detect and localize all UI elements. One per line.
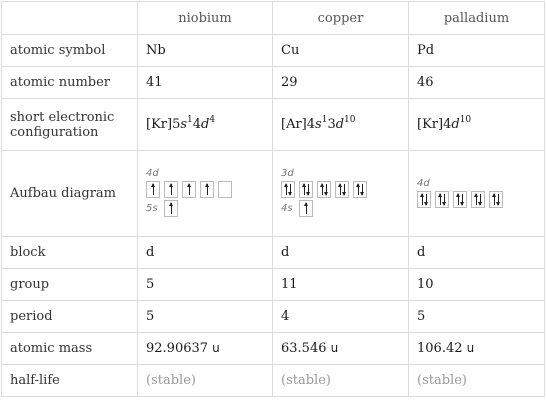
table-row — [2, 99, 545, 151]
mass-unit: u — [466, 341, 475, 355]
cell-copper-number: 29 — [273, 67, 409, 99]
cell-palladium-mass — [409, 333, 545, 365]
spin-up-arrow-icon — [340, 184, 341, 195]
spin-up-arrow-icon — [494, 194, 495, 205]
aufbau-bottom-label: 4s — [281, 203, 293, 214]
config-orbital: d — [201, 117, 210, 132]
orbital-box-pair — [453, 191, 467, 208]
config-n: 3 — [327, 117, 336, 132]
cell-palladium-symbol: Pd — [409, 35, 545, 67]
aufbau-bottom-shell — [299, 200, 317, 217]
cell-copper-period: 4 — [273, 301, 409, 333]
spin-up-arrow-icon — [304, 184, 305, 195]
cell-niobium-aufbau — [138, 151, 273, 237]
orbital-box-pair — [281, 181, 295, 198]
spin-down-arrow-icon — [344, 184, 345, 195]
cell-copper-mass — [273, 333, 409, 365]
aufbau-bottom-shell — [164, 200, 182, 217]
mass-unit: u — [330, 341, 339, 355]
table-row — [2, 269, 545, 301]
spin-up-arrow-icon — [476, 194, 477, 205]
spin-down-arrow-icon — [426, 194, 427, 205]
spin-down-arrow-icon — [498, 194, 499, 205]
spin-up-arrow-icon — [322, 184, 323, 195]
table-row — [2, 301, 545, 333]
cell-palladium-aufbau — [409, 151, 545, 237]
row-label-period: period — [2, 301, 138, 333]
orbital-box-up — [182, 181, 196, 198]
row-label-atomic-symbol: atomic symbol — [2, 35, 138, 67]
aufbau-top-shell — [417, 191, 544, 208]
header-row — [2, 2, 545, 35]
orbital-box-pair — [489, 191, 503, 208]
column-header-niobium: niobium — [138, 2, 273, 35]
orbital-box-up — [164, 181, 178, 198]
table-row — [2, 67, 545, 99]
corner-cell — [2, 2, 138, 35]
cell-copper-block: d — [273, 237, 409, 269]
config-electrons: 1 — [321, 115, 328, 125]
spin-down-arrow-icon — [480, 194, 481, 205]
column-header-copper: copper — [273, 2, 409, 35]
row-label-atomic-number: atomic number — [2, 67, 138, 99]
orbital-box-pair — [435, 191, 449, 208]
config-electrons: 10 — [344, 115, 356, 125]
orbital-box-empty — [218, 181, 232, 198]
cell-palladium-half-life: (stable) — [409, 365, 545, 397]
mass-value: 63.546 — [281, 341, 327, 356]
spin-up-arrow-icon — [171, 203, 172, 214]
orbital-box-up — [146, 181, 160, 198]
aufbau-top-label: 3d — [281, 168, 294, 179]
spin-up-arrow-icon — [422, 194, 423, 205]
config-orbital: d — [451, 117, 460, 132]
row-label-configuration: short electronic configuration — [2, 99, 138, 151]
orbital-box-up — [164, 200, 178, 217]
mass-unit: u — [212, 341, 220, 355]
config-electrons: 1 — [187, 115, 193, 125]
cell-copper-configuration — [273, 99, 409, 151]
element-comparison-table — [1, 1, 545, 397]
cell-niobium-half-life: (stable) — [138, 365, 273, 397]
cell-palladium-group: 10 — [409, 269, 545, 301]
aufbau-top-label: 4d — [417, 177, 430, 189]
spin-up-arrow-icon — [306, 203, 307, 214]
orbital-box-up — [200, 181, 214, 198]
cell-niobium-group: 5 — [138, 269, 273, 301]
orbital-box-pair — [471, 191, 485, 208]
cell-copper-group: 11 — [273, 269, 409, 301]
cell-niobium-configuration — [138, 99, 273, 151]
cell-niobium-mass — [138, 333, 273, 365]
cell-niobium-symbol: Nb — [138, 35, 273, 67]
config-orbital: d — [335, 117, 345, 132]
config-n: 4 — [306, 117, 316, 132]
config-n: 4 — [443, 117, 452, 132]
spin-up-arrow-icon — [153, 184, 154, 195]
config-n: 4 — [192, 117, 202, 132]
spin-down-arrow-icon — [308, 184, 309, 195]
table-row — [2, 365, 545, 397]
table-row — [2, 333, 545, 365]
row-label-atomic-mass: atomic mass — [2, 333, 138, 365]
cell-copper-aufbau — [273, 151, 409, 237]
cell-copper-half-life: (stable) — [273, 365, 409, 397]
config-core: [Ar] — [281, 117, 307, 132]
cell-copper-symbol: Cu — [273, 35, 409, 67]
spin-up-arrow-icon — [207, 184, 208, 195]
aufbau-top-shell — [146, 181, 272, 198]
row-label-aufbau: Aufbau diagram — [2, 151, 138, 237]
orbital-box-pair — [299, 181, 313, 198]
cell-palladium-number: 46 — [409, 67, 545, 99]
table-row — [2, 237, 545, 269]
spin-up-arrow-icon — [458, 194, 459, 205]
orbital-box-pair — [417, 191, 431, 208]
cell-palladium-configuration — [409, 99, 545, 151]
mass-value: 106.42 — [417, 341, 463, 356]
spin-down-arrow-icon — [326, 184, 327, 195]
mass-value: 92.90637 — [146, 341, 209, 356]
spin-down-arrow-icon — [362, 184, 363, 195]
spin-down-arrow-icon — [444, 194, 445, 205]
cell-palladium-block: d — [409, 237, 545, 269]
table-row — [2, 35, 545, 67]
orbital-box-up — [299, 200, 313, 217]
spin-down-arrow-icon — [290, 184, 291, 195]
row-label-group: group — [2, 269, 138, 301]
config-electrons: 4 — [209, 115, 216, 125]
spin-up-arrow-icon — [286, 184, 287, 195]
orbital-box-pair — [317, 181, 331, 198]
cell-niobium-block: d — [138, 237, 273, 269]
spin-up-arrow-icon — [358, 184, 359, 195]
config-orbital: s — [315, 117, 322, 132]
column-header-palladium: palladium — [409, 2, 545, 35]
aufbau-bottom-row — [146, 200, 272, 217]
orbital-box-pair — [353, 181, 367, 198]
aufbau-top-label: 4d — [146, 168, 159, 179]
spin-down-arrow-icon — [462, 194, 463, 205]
aufbau-top-shell — [281, 181, 408, 198]
aufbau-bottom-row — [281, 200, 408, 217]
config-electrons: 10 — [459, 115, 472, 125]
config-orbital: s — [180, 117, 188, 132]
row-label-block: block — [2, 237, 138, 269]
row-label-half-life: half-life — [2, 365, 138, 397]
cell-palladium-period: 5 — [409, 301, 545, 333]
table-row — [2, 151, 545, 237]
cell-niobium-period: 5 — [138, 301, 273, 333]
config-core: [Kr] — [146, 117, 173, 132]
config-core: [Kr] — [417, 117, 444, 132]
cell-niobium-number: 41 — [138, 67, 273, 99]
spin-up-arrow-icon — [171, 184, 172, 195]
aufbau-bottom-label: 5s — [146, 203, 158, 214]
orbital-box-pair — [335, 181, 349, 198]
spin-up-arrow-icon — [440, 194, 441, 205]
spin-up-arrow-icon — [189, 184, 190, 195]
config-n: 5 — [172, 117, 181, 132]
